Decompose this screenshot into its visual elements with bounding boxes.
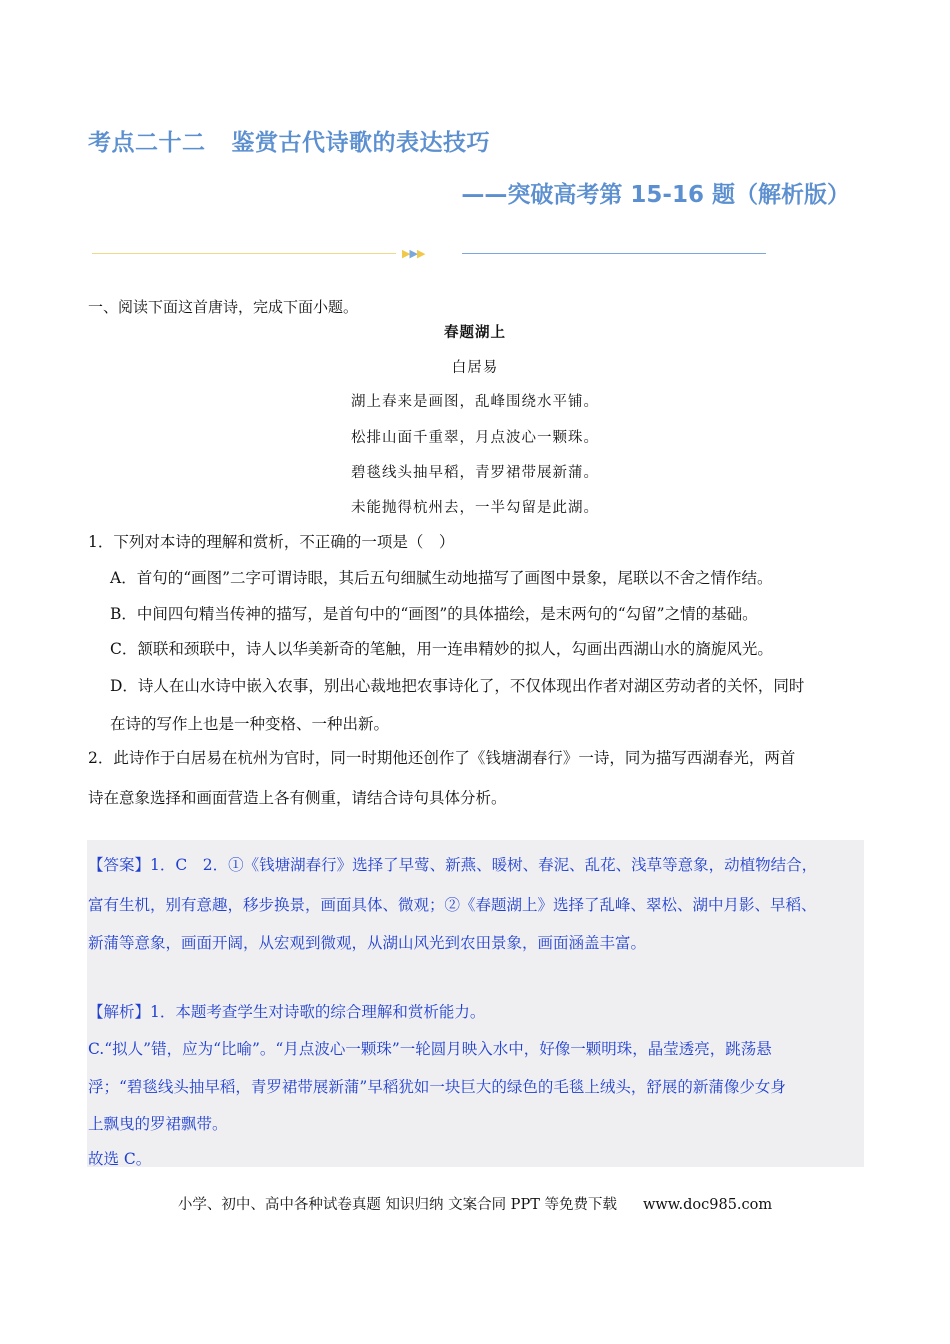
option-d: D．诗人在山水诗中嵌入农事，别出心裁地把农事诗化了，不仅体现出作者对湖区劳动者的关怀，同时: [110, 677, 805, 695]
analysis-line: 浮；“碧毯线头抽早稻，青罗裙带展新蒲”早稻犹如一块巨大的绿色的毛毯上绒头，舒展的新蒲像少女身: [88, 1078, 786, 1096]
poem-author: 白居易: [451, 360, 499, 376]
title-topic-name: 鉴赏古代诗歌的表达技巧: [231, 130, 490, 156]
answer-line: 富有生机，别有意趣，移步换景，画面具体、微观；②《春题湖上》选择了乱峰、翠松、湖中月影、早稻、: [88, 896, 817, 914]
answer-line: 【答案】1．C 2．①《钱塘湖春行》选择了早莺、新燕、暖树、春泥、乱花、浅草等意象，动植物结合，: [88, 856, 818, 874]
question-2: 2．此诗作于白居易在杭州为官时，同一时期他还创作了《钱塘湖春行》一诗，同为描写西湖春光，两首: [88, 749, 796, 767]
question-1: 1．下列对本诗的理解和赏析，不正确的一项是（ ）: [88, 533, 455, 551]
option-d-continued: 在诗的写作上也是一种变格、一种出新。: [110, 715, 390, 733]
option-c: C．颔联和颈联中，诗人以华美新奇的笔触，用一连串精妙的拟人，勾画出西湖山水的旖旎风光。: [110, 640, 773, 658]
poem-line: 松排山面千重翠，月点波心一颗珠。: [351, 430, 599, 446]
page-footer: [0, 1193, 950, 1214]
analysis-line: 上飘曳的罗裙飘带。: [88, 1115, 228, 1133]
document-title: [88, 124, 490, 157]
question-2-continued: 诗在意象选择和画面营造上各有侧重，请结合诗句具体分析。: [88, 789, 507, 807]
footer-text: 小学、初中、高中各种试卷真题 知识归纳 文案合同 PPT 等免费下载: [177, 1197, 617, 1213]
document-subtitle: ——突破高考第 15-16 题（解析版）: [461, 182, 850, 208]
option-b: B．中间四句精当传神的描写，是首句中的“画图”的具体描绘，是末两句的“勾留”之情的基础。: [110, 605, 758, 623]
answer-line: 新蒲等意象，画面开阔，从宏观到微观，从湖山风光到农田景象，画面涵盖丰富。: [88, 934, 647, 952]
arrow-right-icon: ▶: [402, 247, 410, 260]
arrow-right-icon: ▶: [409, 247, 417, 260]
title-topic-number: 考点二十二: [88, 130, 206, 156]
poem-title: 春题湖上: [444, 324, 506, 341]
footer-site-link[interactable]: www.doc985.com: [642, 1197, 773, 1213]
divider-arrows-icon: [402, 246, 424, 262]
analysis-conclusion: 故选 C。: [88, 1150, 152, 1168]
divider-line-right: [462, 253, 766, 254]
arrow-right-icon: ▶: [416, 247, 425, 260]
poem-line: 碧毯线头抽早稻，青罗裙带展新蒲。: [351, 465, 599, 481]
decorative-divider: [92, 246, 768, 262]
divider-line-left: [92, 253, 396, 254]
option-a: A．首句的“画图”二字可谓诗眼，其后五句细腻生动地描写了画图中景象，尾联以不舍之情作结。: [110, 569, 773, 587]
question-intro: 一、阅读下面这首唐诗，完成下面小题。: [88, 298, 359, 316]
analysis-line: C.“拟人”错，应为“比喻”。“月点波心一颗珠”一轮圆月映入水中，好像一颗明珠，晶莹透亮，跳荡悬: [88, 1040, 772, 1058]
poem-line: 湖上春来是画图，乱峰围绕水平铺。: [351, 394, 599, 410]
poem-line: 未能抛得杭州去，一半勾留是此湖。: [351, 500, 599, 516]
analysis-line: 【解析】1．本题考查学生对诗歌的综合理解和赏析能力。: [88, 1003, 486, 1021]
